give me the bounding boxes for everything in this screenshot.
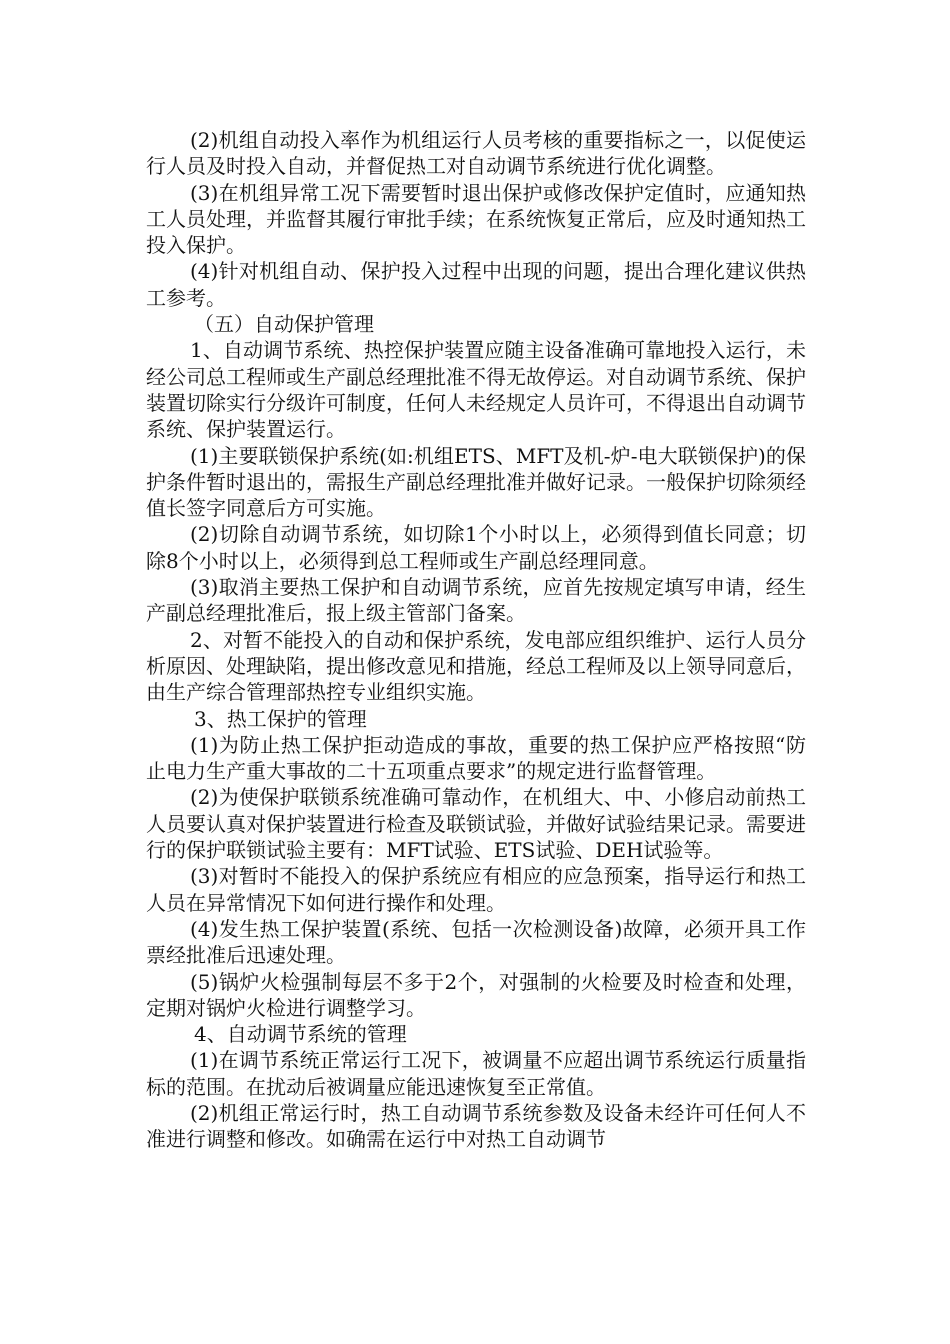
paragraph-point-3-item-3: (3)对暂时不能投入的保护系统应有相应的应急预案，指导运行和热工人员在异常情况下如何进行操作和处理。	[146, 864, 806, 915]
subheading-point-3: 3、热工保护的管理	[194, 706, 367, 731]
paragraph-item-4: (4)针对机组自动、保护投入过程中出现的问题，提出合理化建议供热工参考。	[146, 259, 806, 310]
paragraph-point-1-item-2: (2)切除自动调节系统，如切除1个小时以上，必须得到值长同意；切除8个小时以上，必须得到总工程师或生产副总经理同意。	[146, 522, 806, 573]
paragraph-point-2: 2、对暂不能投入的自动和保护系统，发电部应组织维护、运行人员分析原因、处理缺陷，提出修改意见和措施，经总工程师及以上领导同意后，由生产综合管理部热控专业组织实施。	[146, 627, 806, 705]
document-body	[146, 127, 806, 1153]
paragraph-item-2: (2)机组自动投入率作为机组运行人员考核的重要指标之一，以促使运行人员及时投入自动，并督促热工对自动调节系统进行优化调整。	[146, 128, 806, 179]
paragraph-point-1-item-1: (1)主要联锁保护系统(如:机组ETS、MFT及机-炉-电大联锁保护)的保护条件暂时退出的，需报生产副总经理批准并做好记录。一般保护切除须经值长签字同意后方可实施。	[146, 443, 806, 521]
section-heading-5: （五）自动保护管理	[194, 312, 374, 337]
paragraph-point-1-item-3: (3)取消主要热工保护和自动调节系统，应首先按规定填写申请，经生产副总经理批准后，报上级主管部门备案。	[146, 575, 806, 626]
paragraph-item-3: (3)在机组异常工况下需要暂时退出保护或修改保护定值时，应通知热工人员处理，并监督其履行审批手续；在系统恢复正常后，应及时通知热工投入保护。	[146, 180, 806, 258]
paragraph-point-1: 1、自动调节系统、热控保护装置应随主设备准确可靠地投入运行，未经公司总工程师或生产副总经理批准不得无故停运。对自动调节系统、保护装置切除实行分级许可制度，任何人未经规定人员许可，不得退出自动调节系统、保护装置运行。	[146, 338, 806, 442]
paragraph-point-3-item-5: (5)锅炉火检强制每层不多于2个，对强制的火检要及时检查和处理，定期对锅炉火检进行调整学习。	[146, 969, 806, 1020]
paragraph-point-3-item-1: (1)为防止热工保护拒动造成的事故，重要的热工保护应严格按照“防止电力生产重大事故的二十五项重点要求”的规定进行监督管理。	[146, 732, 806, 784]
paragraph-point-4-item-1: (1)在调节系统正常运行工况下，被调量不应超出调节系统运行质量指标的范围。在扰动后被调量应能迅速恢复至正常值。	[146, 1048, 806, 1099]
subheading-point-4: 4、自动调节系统的管理	[194, 1022, 407, 1047]
paragraph-point-3-item-4: (4)发生热工保护装置(系统、包括一次检测设备)故障，必须开具工作票经批准后迅速处理。	[146, 916, 806, 968]
paragraph-point-4-item-2: (2)机组正常运行时，热工自动调节系统参数及设备未经许可任何人不准进行调整和修改。如确需在运行中对热工自动调节	[146, 1100, 806, 1152]
paragraph-point-3-item-2: (2)为使保护联锁系统准确可靠动作，在机组大、中、小修启动前热工人员要认真对保护装置进行检查及联锁试验，并做好试验结果记录。需要进行的保护联锁试验主要有：MFT试验、ETS试验、DEH试验等。	[146, 785, 806, 863]
